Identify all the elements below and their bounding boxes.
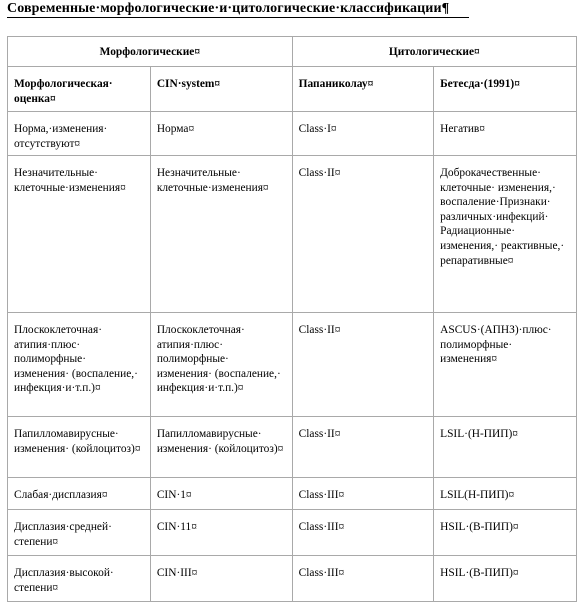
table-cell: Class·I¤ — [292, 112, 433, 156]
table-cell: Class·II¤ — [292, 156, 433, 313]
group-morphological: Морфологические¤ — [8, 37, 293, 67]
table-cell: Дисплазия·средней· степени¤ — [8, 510, 151, 556]
table-cell: Негатив¤ — [434, 112, 577, 156]
classification-table-wrap — [7, 36, 577, 602]
table-row — [8, 556, 577, 602]
table-row — [8, 478, 577, 510]
table-cell: CIN·1¤ — [150, 478, 292, 510]
table-cell: Доброкачественные· клеточные· изменения,· воспаление·Признаки· различных·инфекций· Радиационные· изменения,· реактивные,· репаративные¤ — [434, 156, 577, 313]
table-cell: Папилломавирусные· изменения· (койлоцитоз)¤ — [8, 417, 151, 478]
table-row — [8, 156, 577, 313]
group-cytological: Цитологические¤ — [292, 37, 576, 67]
title-underline — [7, 17, 469, 18]
table-cell: Class·III¤ — [292, 556, 433, 602]
table-row — [8, 417, 577, 478]
table-cell: Дисплазия·высокой· степени¤ — [8, 556, 151, 602]
table-cell: HSIL·(В-ПИП)¤ — [434, 556, 577, 602]
table-cell: Class·II¤ — [292, 313, 433, 417]
table-cell: Норма¤ — [150, 112, 292, 156]
table-cell: Незначительные· клеточные·изменения¤ — [8, 156, 151, 313]
table-row — [8, 313, 577, 417]
table-row — [8, 510, 577, 556]
table-row — [8, 112, 577, 156]
table-cell: Незначительные· клеточные·изменения¤ — [150, 156, 292, 313]
table-cell: Слабая·дисплазия¤ — [8, 478, 151, 510]
table-cell: CIN·III¤ — [150, 556, 292, 602]
table-cell: Папилломавирусные· изменения· (койлоцитоз)¤ — [150, 417, 292, 478]
table-cell: Норма,·изменения· отсутствуют¤ — [8, 112, 151, 156]
group-header-row — [8, 37, 577, 67]
classification-table — [7, 36, 577, 602]
table-cell: LSIL(Н-ПИП)¤ — [434, 478, 577, 510]
table-cell: LSIL·(Н-ПИП)¤ — [434, 417, 577, 478]
table-cell: Class·II¤ — [292, 417, 433, 478]
table-cell: Class·III¤ — [292, 478, 433, 510]
table-cell: Class·III¤ — [292, 510, 433, 556]
page-title: Современные·морфологические·и·цитологические·классификации¶ — [7, 1, 450, 16]
column-header-row — [8, 67, 577, 112]
header-papanicolaou: Папаниколау¤ — [292, 67, 433, 112]
header-morph-assessment: Морфологическая· оценка¤ — [8, 67, 151, 112]
table-cell: Плоскоклеточная· атипия·плюс· полиморфные· изменения· (воспаление,· инфекция·и·т.п.)¤ — [8, 313, 151, 417]
table-cell: ASCUS·(АПНЗ)·плюс· полиморфные· изменения¤ — [434, 313, 577, 417]
header-cin-system: CIN·system¤ — [150, 67, 292, 112]
header-bethesda: Бетесда·(1991)¤ — [434, 67, 577, 112]
table-cell: CIN·11¤ — [150, 510, 292, 556]
table-cell: Плоскоклеточная· атипия·плюс· полиморфные· изменения· (воспаление,· инфекция·и·т.п.)¤ — [150, 313, 292, 417]
table-cell: HSIL·(В-ПИП)¤ — [434, 510, 577, 556]
